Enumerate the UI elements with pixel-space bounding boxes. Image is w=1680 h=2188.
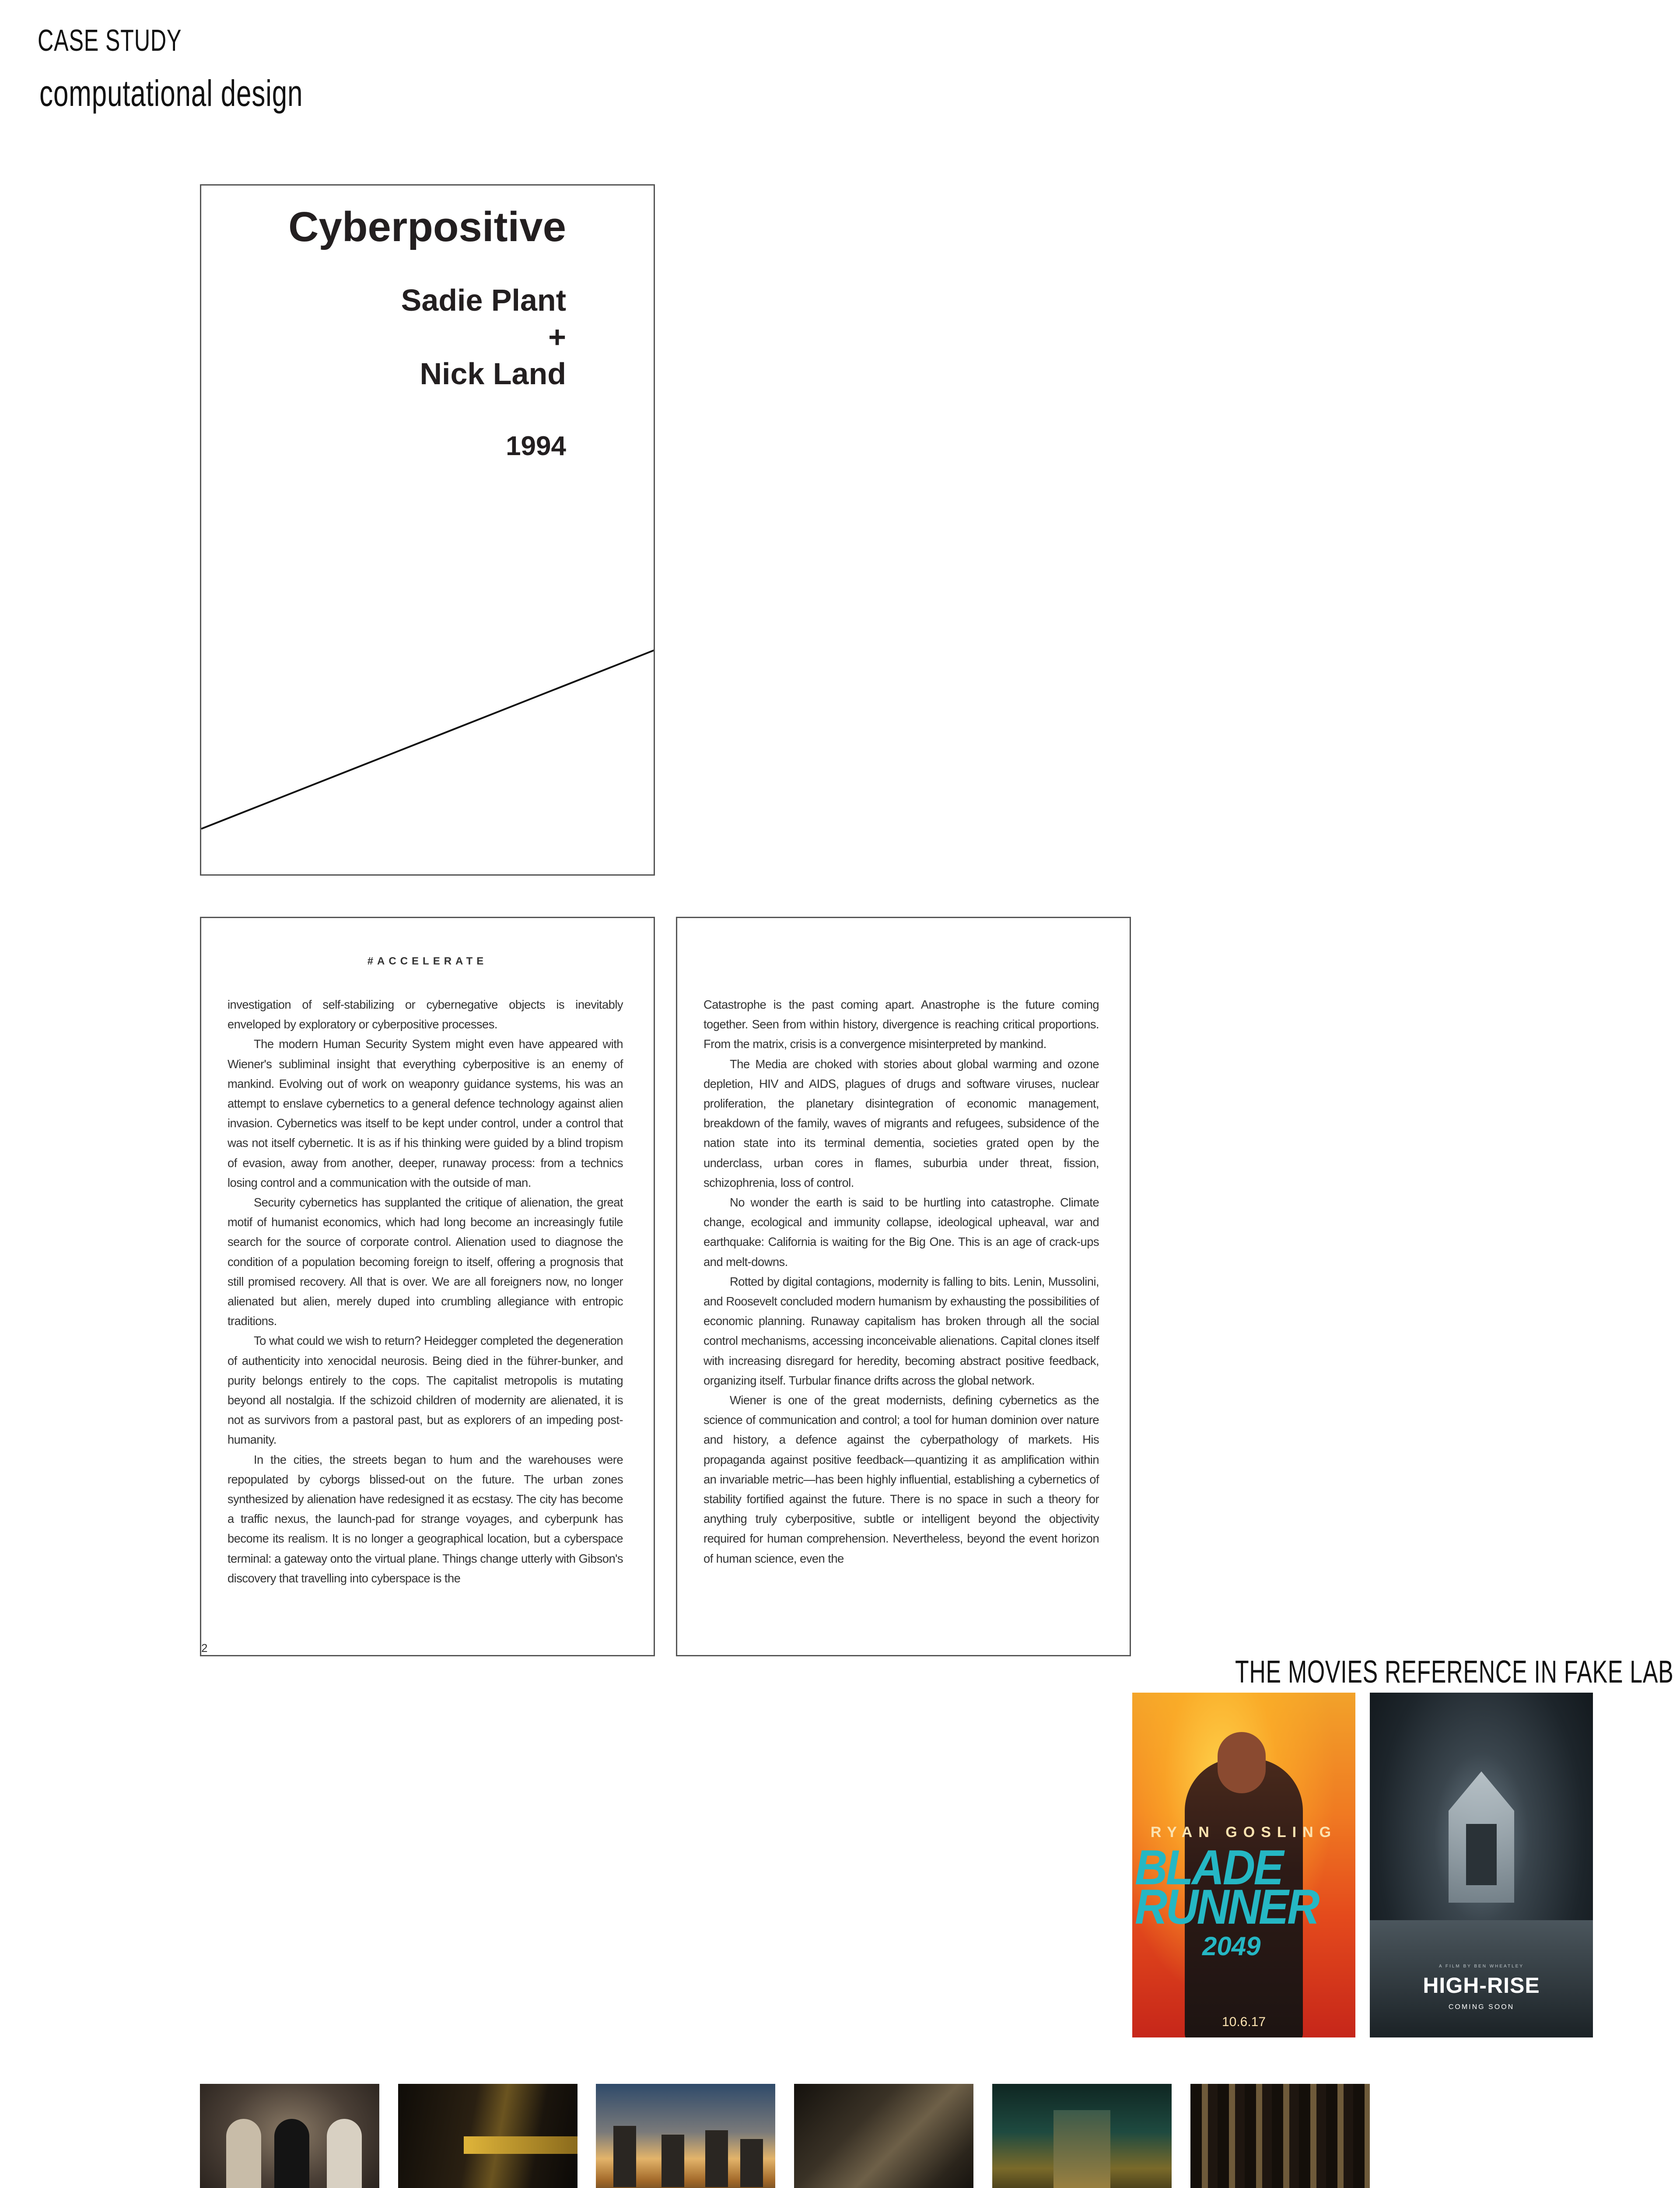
- poster-elevator: [1466, 1824, 1497, 1885]
- page-number: 2: [201, 1641, 208, 1655]
- author-sadie-plant: Sadie Plant: [401, 283, 566, 317]
- cover-title: Cyberpositive: [288, 203, 566, 250]
- cover-authors: [401, 282, 566, 392]
- film-still-icon: [200, 2084, 379, 2188]
- still-building: [613, 2126, 636, 2187]
- still-building: [705, 2130, 728, 2187]
- paragraph: Security cybernetics has supplanted the critique of alienation, the great motif of humanist economics, which had long become an increasingly futile search for the source of corporate control. Alienation used to diagnose the condition of a population becoming foreign to itself, offering a prognosis that still promised recovery. All that is over. We are all foreigners now, no longer alienated but alien, merely duped into crumbling allegiance with entropic traditions.: [228, 1196, 623, 1328]
- still-figure: [327, 2119, 362, 2188]
- high-rise-poster: [1370, 1693, 1593, 2037]
- poster-tagline: COMING SOON: [1448, 2003, 1515, 2011]
- still-light-strip: [464, 2136, 578, 2154]
- movies-reference-label: THE MOVIES REFERENCE IN FAKE LAB: [1235, 1655, 1674, 1690]
- paragraph: To what could we wish to return? Heidegger completed the degeneration of authenticity into xenocidal neurosis. Being died in the führer-bunker, and purity belongs entirely to the cops. The capitalist metropolis is mutating beyond all nostalgia. If the schizoid children of modernity are alienated, it is not as survivors from a pastoral past, but as explorers of an impeding post-humanity.: [228, 1334, 623, 1447]
- author-nick-land: Nick Land: [420, 357, 566, 391]
- still-building: [740, 2139, 763, 2187]
- paragraph: investigation of self-stabilizing or cybernegative objects is inevitably enveloped by exploratory or cyberpositive processes.: [228, 998, 623, 1031]
- paragraph: No wonder the earth is said to be hurtling into catastrophe. Climate change, ecological and immunity collapse, ideological upheaval, war and earthquake: California is waiting for the Big One. This is an age of crack-ups and melt-downs.: [704, 1196, 1099, 1269]
- poster-title-line-1: BLADE: [1135, 1840, 1282, 1895]
- poster-title: HIGH-RISE: [1423, 1973, 1540, 1998]
- paragraph: In the cities, the streets began to hum and the warehouses were repopulated by cyborgs blissed-out on the future. The urban zones synthesized by alienation have redesigned it as ecstasy. The city has become a traffic nexus, the launch-pad for strange voyages, and cyberpunk has become its realism. It is no longer a geographical location, but a cyberspace terminal: a gateway onto the virtual plane. Things change utterly with Gibson's discovery that travelling into cyberspace is the: [228, 1452, 623, 1585]
- film-still-icon: [794, 2084, 973, 2188]
- still-figure: [226, 2119, 261, 2188]
- blade-runner-2049-poster: [1132, 1693, 1355, 2037]
- poster-actor-name: RYAN GOSLING: [1150, 1824, 1337, 1841]
- film-still-icon: [1190, 2084, 1370, 2188]
- cover-year: 1994: [506, 431, 566, 461]
- still-hallway: [1054, 2110, 1110, 2188]
- book-cover-page: [200, 184, 655, 876]
- right-page-body: [704, 995, 1099, 1568]
- computational-design-subheading: computational design: [39, 73, 303, 114]
- paragraph: The Media are choked with stories about global warming and ozone depletion, HIV and AIDS, plagues of drugs and software viruses, nuclear proliferation, the planetary disintegration of economic management, breakdown of the family, waves of migrants and refugees, subsidence of the nation state into its terminal dementia, societies grated open by the underclass, urban cores in flames, suburbia under threat, fission, schizophrenia, loss of control.: [704, 1057, 1099, 1189]
- poster-title-line-2: RUNNER: [1135, 1879, 1318, 1934]
- text-page-left: [200, 917, 655, 1656]
- poster-title-year: 2049: [1202, 1932, 1261, 1961]
- still-figure: [274, 2119, 309, 2188]
- poster-figure-head: [1218, 1732, 1266, 1793]
- still-building: [662, 2135, 684, 2187]
- film-still-icon: [596, 2084, 775, 2188]
- author-plus: +: [548, 320, 566, 354]
- film-still-icon: [398, 2084, 578, 2188]
- text-page-right: [676, 917, 1131, 1656]
- paragraph: The modern Human Security System might even have appeared with Wiener's subliminal insight that everything cyberpositive is an enemy of mankind. Evolving out of work on weaponry guidance systems, his was an attempt to enslave cybernetics to a general defence technology against alien invasion. Cybernetics was itself to be kept under control, under a control that was not itself cybernetic. It is as if his thinking were guided by a blind tropism of evasion, away from another, deeper, runaway process: from a technics losing control and a communication with the outside of man.: [228, 1037, 623, 1189]
- paragraph: Rotted by digital contagions, modernity is falling to bits. Lenin, Mussolini, and Roosevelt concluded modern humanism by exhausting the possibilities of economic planning. Runaway capitalism has broken through all the social control mechanisms, accessing inconceivable alienations. Capital clones itself with increasing disregard for heredity, becoming abstract positive feedback, organizing itself. Turbular finance drifts across the global network.: [704, 1274, 1099, 1387]
- paragraph: Wiener is one of the great modernists, defining cybernetics as the science of communication and control; a tool for human dominion over nature and history, a defence against the cyberpathology of markets. His propaganda against positive feedback—quantizing it as amplification within an invariable metric—has been highly influential, establishing a cybernetics of stability fortified against the future. There is no space in such a theory for anything truly cyberpositive, subtle or intelligent beyond the objectivity required for human comprehension. Nevertheless, beyond the event horizon of human science, even the: [704, 1393, 1099, 1565]
- poster-release-date: 10.6.17: [1222, 2015, 1266, 2029]
- paragraph: Catastrophe is the past coming apart. Anastrophe is the future coming together. Seen from within history, divergence is reaching critical proportions. From the matrix, crisis is a convergence misinterpreted by mankind.: [704, 998, 1099, 1051]
- accelerate-tag: #ACCELERATE: [367, 955, 488, 967]
- poster-credit: A FILM BY BEN WHEATLEY: [1439, 1964, 1524, 1969]
- case-study-heading: CASE STUDY: [38, 23, 182, 57]
- left-page-body: [228, 995, 623, 1588]
- film-still-icon: [992, 2084, 1172, 2188]
